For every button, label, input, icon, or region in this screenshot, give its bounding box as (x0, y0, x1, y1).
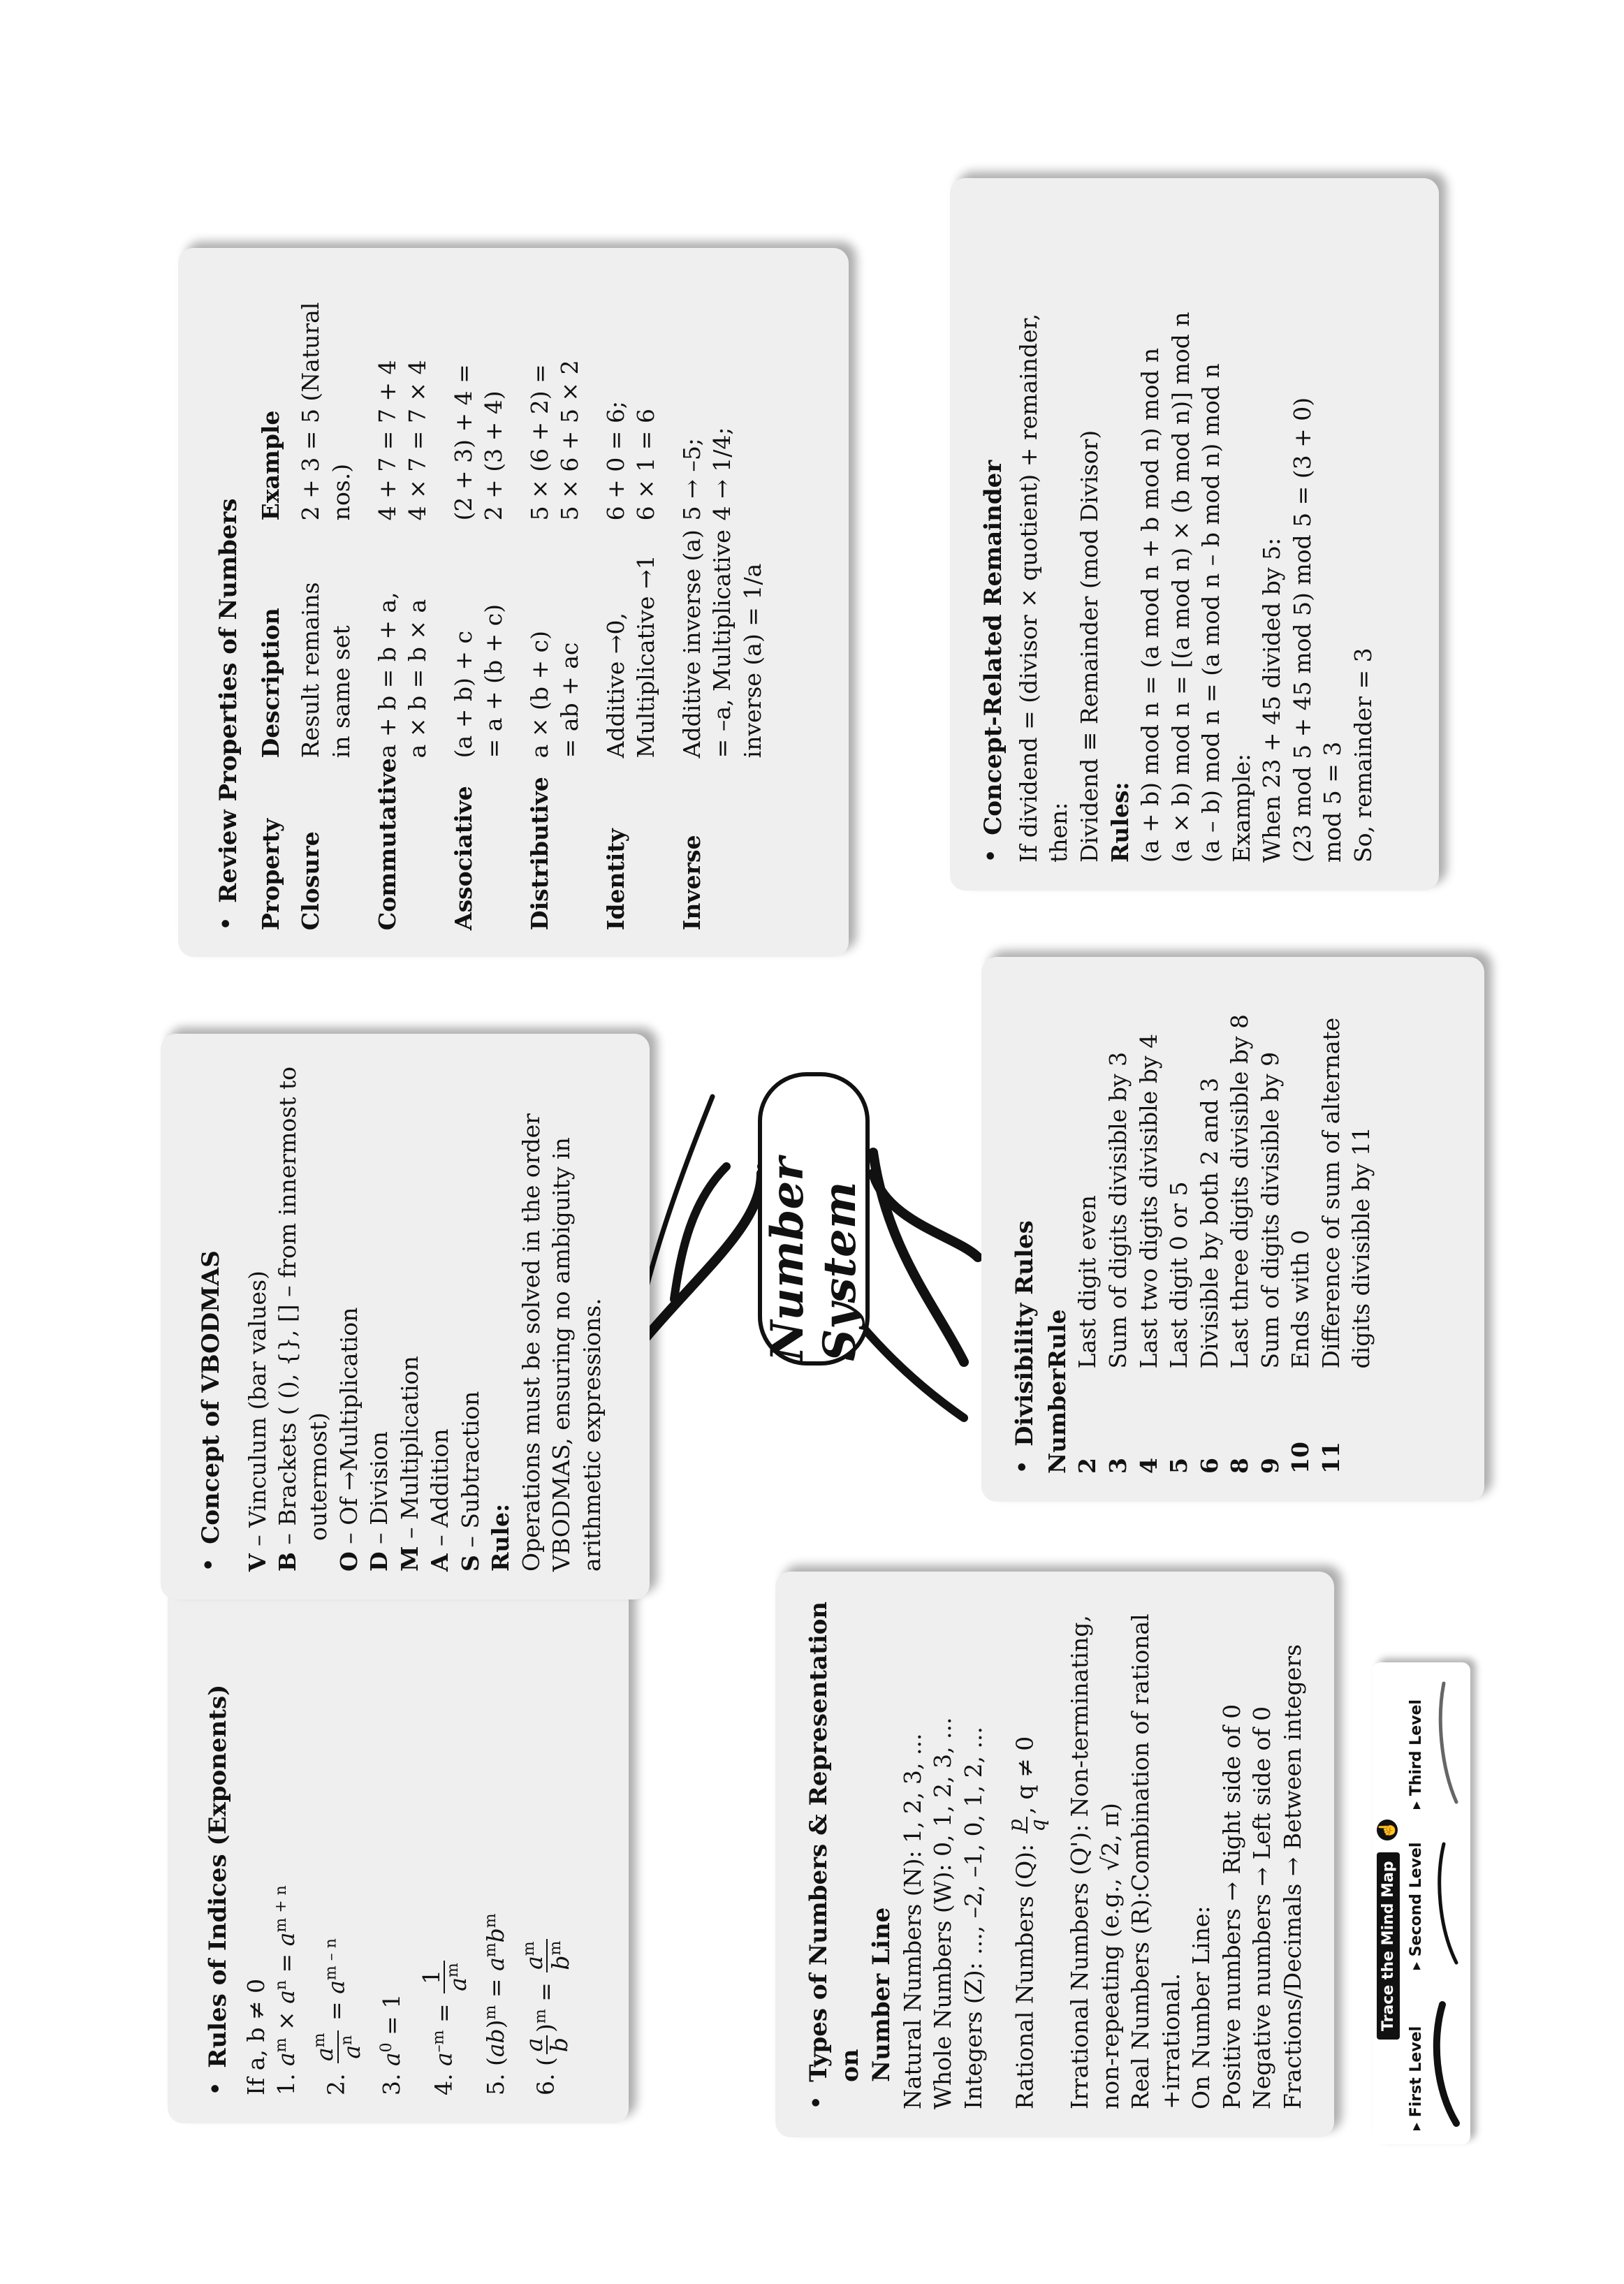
divisibility-header-row: Number Rule (1043, 1309, 1071, 1474)
second-level-line (1440, 1844, 1456, 1963)
indices-box (168, 1572, 629, 2123)
bullet-icon: • (197, 1558, 221, 1572)
properties-header-row: Property Description Example (256, 410, 284, 930)
vbodmas-item: M – Multiplication (395, 1356, 423, 1572)
vbodmas-rule-line: arithmetic expressions. (578, 1298, 606, 1572)
indices-rule-6: 6. ( a b )$^m$ = $a^m$ $b^m$ (521, 1599, 573, 2095)
legend-level-lines (1428, 1662, 1470, 2144)
types-line: Real Numbers (R):Combination of rational (1127, 1613, 1155, 2109)
divisibility-box (981, 957, 1484, 1502)
bullet-icon: • (1011, 1460, 1035, 1474)
indices-heading: • Rules of Indices (Exponents) (204, 1684, 232, 2095)
properties-box (178, 248, 849, 957)
vbodmas-item: B – Brackets ( (), {}, [] – from innermost to (274, 1066, 302, 1572)
legend-second-level: ▸ Second Level (1407, 1842, 1425, 1970)
bullet-icon: • (204, 2081, 228, 2095)
vbodmas-item: A – Addition (426, 1428, 454, 1572)
table-row: 11 Difference of sum of alternate digits divisible by 11 (1317, 1017, 1375, 1474)
table-row: 9 Sum of digits divisible by 9 (1256, 1051, 1284, 1474)
indices-rule-4: 4. $a^{-m}$ = 1 $a^m$ (420, 1599, 471, 2095)
vbodmas-item: O – Of →Multiplication (335, 1307, 363, 1572)
types-rational: Rational Numbers (Q): p q , q ≠ 0 (1004, 1736, 1049, 2109)
vbodmas-heading: • Concept of VBODMAS (197, 1250, 225, 1572)
types-line: non-repeating (e.g., √2, π) (1096, 1803, 1124, 2109)
remainder-line: (a + b) mod n = (a mod n + b mod n) mod n (1136, 347, 1164, 863)
table-row: 10 Ends with 0 (1287, 1229, 1315, 1474)
vbodmas-rule-line: VBODMAS, ensuring no ambiguity in (548, 1137, 576, 1572)
properties-row: Commutative a + b = b + a, a × b = b × a 4 + 7 = 7 + 4 4 × 7 = 7 × 4 (373, 360, 432, 930)
types-heading: • Types of Numbers & Representation on Number Line (805, 1601, 895, 2109)
remainder-line: then: (1045, 802, 1073, 863)
center-title: Number System (761, 1157, 866, 1361)
remainder-box (950, 178, 1439, 891)
legend-title: Trace the Mind Map (1377, 1852, 1400, 2040)
properties-table (256, 288, 768, 930)
center-node (758, 1072, 870, 1366)
remainder-rules-label: Rules: (1106, 782, 1134, 863)
third-level-line (1440, 1683, 1456, 1802)
legend-box (1373, 1662, 1470, 2144)
remainder-line: So, remainder = 3 (1349, 647, 1377, 863)
properties-row: Inverse Additive inverse (a) = –a, Multiplicative inverse (a) = 1/a 5 → –5; 4 → 1/4; (678, 427, 766, 930)
vbodmas-list (242, 1062, 485, 1572)
remainder-line: (a – b) mod n = (a mod n – b mod n) mod n (1197, 363, 1225, 863)
bullet-icon: • (805, 2095, 829, 2109)
vbodmas-item: V – Vinculum (bar values) (243, 1271, 271, 1572)
properties-heading: • Review Properties of Numbers (214, 498, 242, 930)
finger-icon: ☝ (1378, 1820, 1396, 1840)
types-line: Fractions/Decimals → Between integers (1278, 1644, 1306, 2109)
divisibility-heading: • Divisibility Rules (1011, 1220, 1039, 1474)
bullet-icon: • (214, 916, 239, 930)
types-box (775, 1572, 1334, 2137)
types-line: On Number Line: (1187, 1905, 1215, 2109)
types-line: +irrational. (1157, 1972, 1185, 2109)
properties-row: Associative (a + b) + c = a + (b + c) (2 + 3) + 4 = 2 + (3 + 4) (449, 364, 508, 930)
properties-row: Closure Result remains in same set 2 + 3 = 5 (Natural nos.) (297, 302, 355, 930)
vbodmas-rule-label: Rule: (487, 1503, 515, 1572)
divisibility-table (1042, 1014, 1377, 1474)
vbodmas-rule-line: Operations must be solved in the order (517, 1113, 545, 1572)
types-line: Irrational Numbers (Q'): Non-terminating, (1066, 1615, 1094, 2109)
table-row: 6 Divisible by both 2 and 3 (1195, 1077, 1223, 1474)
indices-rule-5: 5. $(ab)^m = a^mb^m$ (482, 1913, 510, 2095)
indices-condition: If a, b ≠ 0 (242, 1978, 270, 2095)
remainder-line: Dividend ≡ Remainder (mod Divisor) (1075, 430, 1103, 863)
types-line: Integers (Z): ..., –2, –1, 0, 1, 2, ... (959, 1726, 987, 2109)
first-level-line (1437, 2005, 1456, 2123)
remainder-line: mod 5 = 3 (1319, 741, 1347, 863)
legend-third-level: ▸ Third Level (1407, 1699, 1425, 1809)
indices-rule-3: 3. $a^0 = 1$ (378, 1993, 406, 2095)
legend-first-level: ▸ First Level (1407, 2026, 1425, 2130)
indices-rule-2: 2. $a^m$ $a^n$ = $a^{m - n}$ (310, 1938, 365, 2095)
table-row: 5 Last digit 0 or 5 (1165, 1181, 1193, 1474)
types-line: Whole Numbers (W): 0, 1, 2, 3, ... (929, 1717, 957, 2109)
vbodmas-box (161, 1034, 650, 1599)
properties-row: Distributive a × (b + c) = ab + ac 5 × (6 + 2) = 5 × 6 + 5 × 2 (525, 360, 584, 930)
remainder-line: (23 mod 5 + 45 mod 5) mod 5 = (3 + 0) (1288, 397, 1316, 863)
remainder-line: If dividend = (divisor × quotient) + remainder, (1014, 313, 1042, 863)
table-row: 4 Last two digits divisible by 4 (1134, 1033, 1162, 1474)
types-line: Positive numbers → Right side of 0 (1217, 1704, 1245, 2109)
remainder-line: When 23 + 45 divided by 5: (1258, 537, 1286, 863)
indices-rule-1: 1. $a^m \times a^n = a^{m + n}$ (272, 1885, 300, 2095)
vbodmas-item: S – Subtraction (456, 1391, 484, 1572)
properties-row: Identity Additive →0, Multiplicative →1 6 + 0 = 6; 6 × 1 = 6 (601, 400, 660, 930)
remainder-line: Example: (1227, 754, 1255, 863)
types-line: Natural Numbers (N): 1, 2, 3, ... (898, 1733, 926, 2109)
table-row: 3 Sum of digits divisible by 3 (1104, 1051, 1132, 1474)
table-row: 2 Last digit even (1074, 1195, 1102, 1474)
branch-remainder (873, 1152, 964, 1362)
table-row: 8 Last three digits divisible by 8 (1226, 1013, 1254, 1474)
remainder-heading: • Concept-Related Remainder (979, 460, 1007, 863)
types-line: Negative numbers → Left side of 0 (1248, 1706, 1276, 2109)
vbodmas-item: outermost) (304, 1412, 332, 1541)
vbodmas-item: D – Division (365, 1431, 393, 1572)
bullet-icon: • (979, 849, 1004, 863)
remainder-line: (a × b) mod n = [(a mod n) × (b mod n)] mod n (1166, 312, 1194, 863)
